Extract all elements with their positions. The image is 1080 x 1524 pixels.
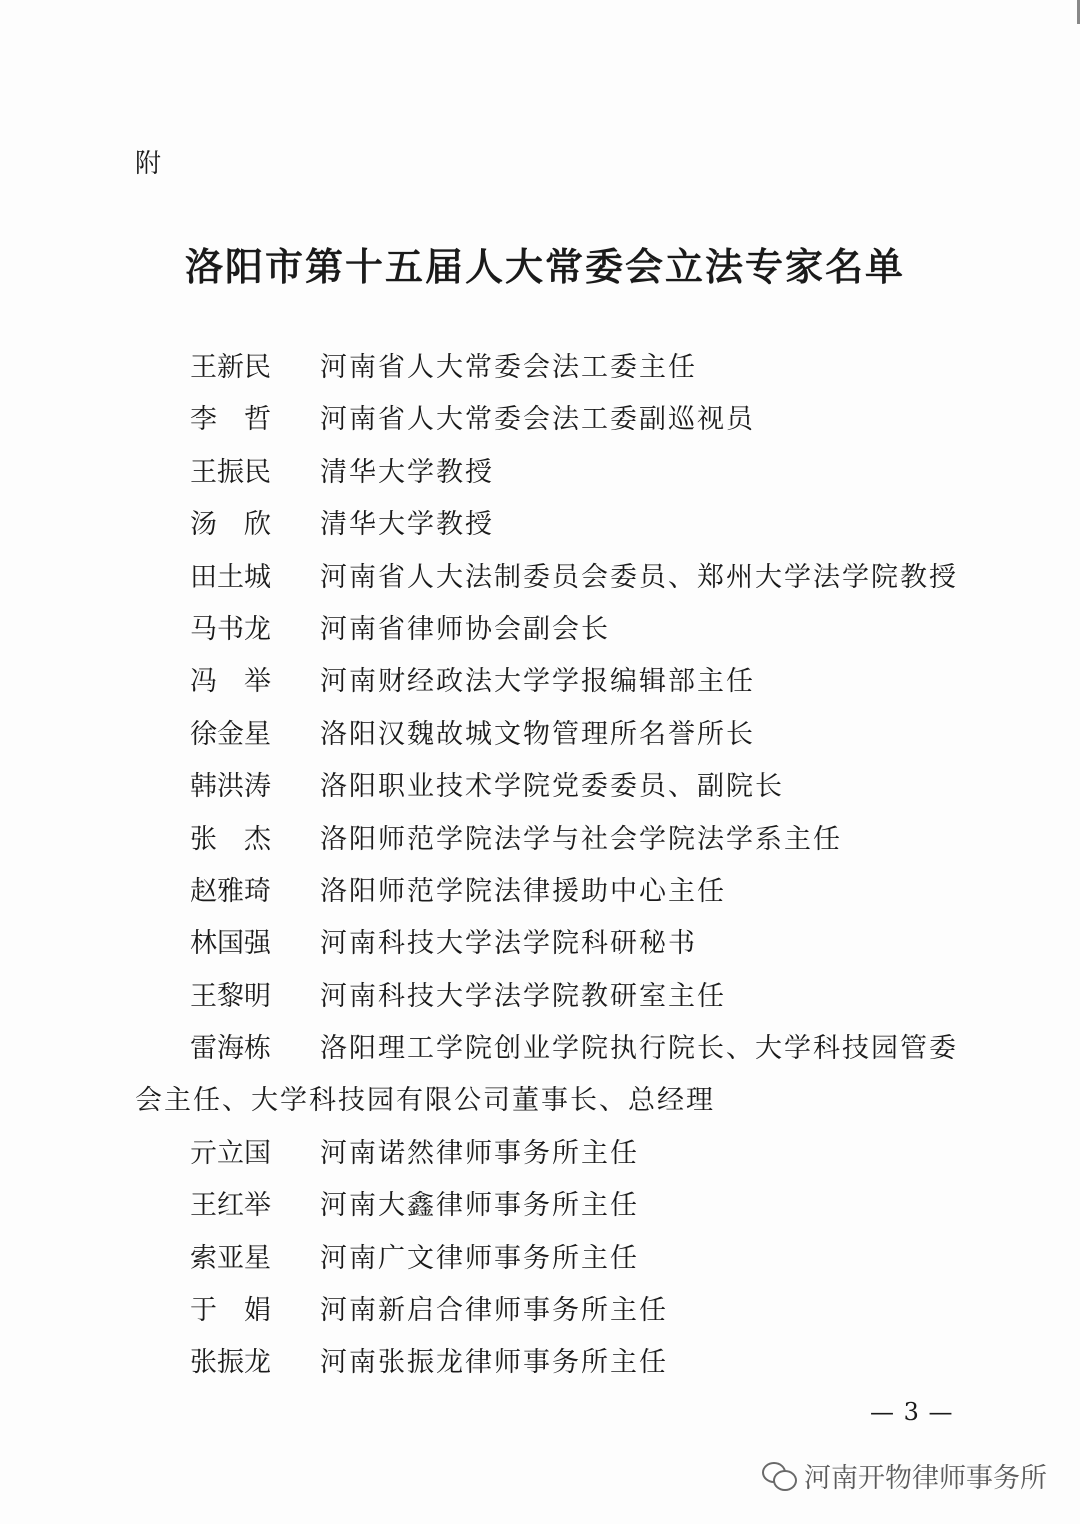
expert-name: 王红举 <box>190 1190 271 1222</box>
expert-title: 河南省人大常委会法工委副巡视员 <box>320 404 755 436</box>
list-item <box>0 709 1080 761</box>
list-item <box>0 1337 1080 1389</box>
expert-title: 河南诺然律师事务所主任 <box>320 1137 639 1169</box>
expert-title: 河南广文律师事务所主任 <box>320 1242 639 1274</box>
expert-name: 于 娟 <box>190 1295 271 1327</box>
expert-title: 河南省律师协会副会长 <box>320 613 610 645</box>
expert-title: 河南张振龙律师事务所主任 <box>320 1347 668 1379</box>
watermark-text: 河南开物律师事务所 <box>804 1462 1047 1494</box>
list-item <box>0 604 1080 656</box>
list-item <box>0 552 1080 604</box>
expert-title: 河南科技大学法学院教研室主任 <box>320 980 726 1012</box>
expert-title: 清华大学教授 <box>320 509 494 541</box>
list-item <box>0 971 1080 1023</box>
expert-name: 田土城 <box>190 561 271 593</box>
list-item <box>0 342 1080 394</box>
list-item <box>0 394 1080 446</box>
expert-name: 韩洪涛 <box>190 771 271 803</box>
list-item <box>0 499 1080 551</box>
expert-name: 李 哲 <box>190 404 271 436</box>
page-number: — 3 — <box>870 1398 954 1426</box>
list-item <box>0 1180 1080 1232</box>
list-item <box>0 1233 1080 1285</box>
page-title: 洛阳市第十五届人大常委会立法专家名单 <box>184 244 905 289</box>
list-item <box>0 1285 1080 1337</box>
list-item <box>0 656 1080 708</box>
expert-name: 汤 欣 <box>190 509 271 541</box>
expert-name: 张 杰 <box>190 823 271 855</box>
expert-title: 河南财经政法大学学报编辑部主任 <box>320 666 755 698</box>
expert-title: 洛阳职业技术学院党委委员、副院长 <box>320 771 784 803</box>
expert-title-continued: 会主任、大学科技园有限公司董事长、总经理 <box>135 1085 715 1117</box>
expert-name: 马书龙 <box>190 613 271 645</box>
expert-title: 河南科技大学法学院科研秘书 <box>320 928 697 960</box>
list-item <box>0 814 1080 866</box>
expert-title: 清华大学教授 <box>320 456 494 488</box>
expert-name: 王黎明 <box>190 980 271 1012</box>
expert-name: 王新民 <box>190 352 271 383</box>
expert-name: 赵雅琦 <box>190 875 271 907</box>
expert-list <box>0 342 1080 1390</box>
expert-name: 张振龙 <box>190 1347 271 1379</box>
expert-title: 洛阳师范学院法律援助中心主任 <box>320 875 726 907</box>
expert-name: 林国强 <box>190 928 271 960</box>
list-item <box>0 1023 1080 1128</box>
expert-name: 雷海栋 <box>190 1033 271 1065</box>
expert-name: 索亚星 <box>190 1242 271 1274</box>
expert-title: 河南新启合律师事务所主任 <box>320 1295 668 1327</box>
expert-title: 河南省人大法制委员会委员、郑州大学法学院教授 <box>320 561 958 593</box>
expert-title: 洛阳理工学院创业学院执行院长、大学科技园管委 <box>320 1033 958 1065</box>
list-item <box>0 1128 1080 1180</box>
expert-title: 河南大鑫律师事务所主任 <box>320 1190 639 1222</box>
expert-title: 洛阳汉魏故城文物管理所名誉所长 <box>320 718 755 750</box>
scan-edge <box>1066 0 1080 24</box>
expert-title: 洛阳师范学院法学与社会学院法学系主任 <box>320 823 842 855</box>
list-item <box>0 761 1080 813</box>
expert-title: 河南省人大常委会法工委主任 <box>320 352 697 383</box>
watermark <box>762 1455 1047 1495</box>
expert-name: 冯 举 <box>190 666 271 698</box>
list-item <box>0 447 1080 499</box>
list-item <box>0 866 1080 918</box>
expert-name: 王振民 <box>190 456 271 488</box>
wechat-icon <box>762 1460 796 1490</box>
list-item <box>0 918 1080 970</box>
expert-name: 亓立国 <box>190 1137 271 1169</box>
attachment-label: 附 <box>135 149 163 179</box>
expert-name: 徐金星 <box>190 718 271 750</box>
